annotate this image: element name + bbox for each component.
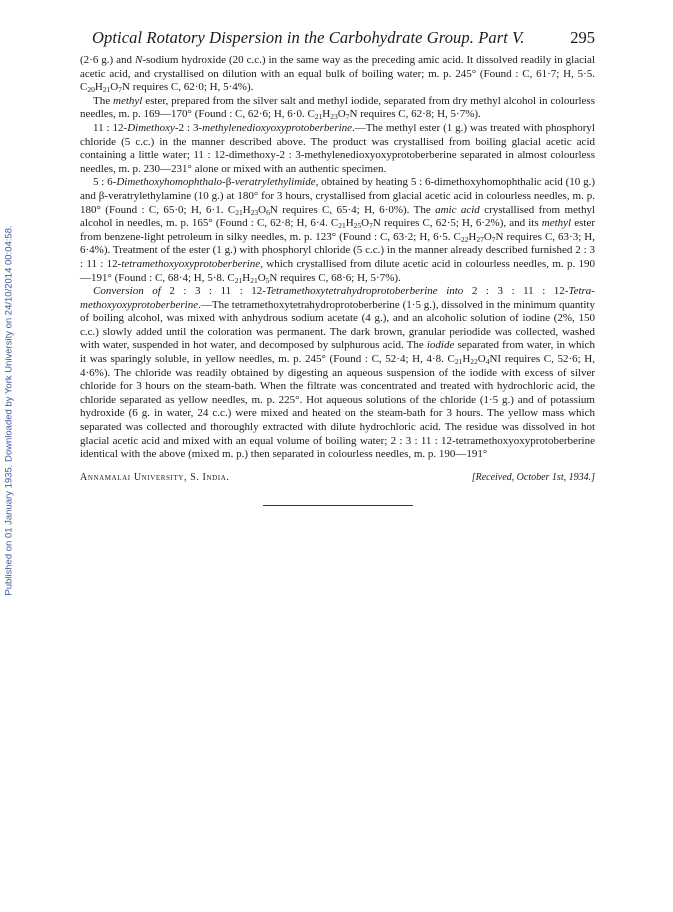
- journal-page: [80, 28, 595, 506]
- article-body: [80, 54, 595, 462]
- paragraph: 5 : 6-Dimethoxyhomophthalo-β-veratrylethylimide, obtained by heating 5 : 6-dimethoxyhomophthalic acid (10 g.) and β-veratrylethylamine (10 g.) at 180° for 3 hours, crystallised from glacial acetic acid in colourless needles, m. p. 180° (Found : C, 65·0; H, 6·1. $C_{21}H_{23}O_6N$ requires C, 65·4; H, 6·0%). The amic acid crystallised from methyl alcohol in needles, m. p. 165° (Found : C, 62·8; H, 6·4. $C_{21}H_{25}O_7N$ requires C, 62·5; H, 6·2%), and its methyl ester from benzene-light petroleum in silky needles, m. p. 123° (Found : C, 63·2; H, 6·5. $C_{22}H_{27}O_7N$ requires C, 63·3; H, 6·4%). Treatment of the ester (1 g.) with phosphoryl chloride (5 c.c.) in the manner already described furnished 2 : 3 : 11 : 12-tetramethoxyoxyprotoberberine, which crystallised from dilute acetic acid in colourless needles, m. p. 190—191° (Found : C, 68·4; H, 5·8. $C_{21}H_{21}O_5N$ requires C, 68·6; H, 5·7%).: [80, 176, 596, 285]
- paragraph: Conversion of 2 : 3 : 11 : 12-Tetramethoxytetrahydroprotoberberine into 2 : 3 : 11 : 12-Tetramethoxyoxyprotoberberine.—The tetramethoxytetrahydroprotoberberine (1·5 g.), dissolved in the minimum quantity of boiling alcohol, was mixed with anhydrous sodium acetate (4 g.), and an alcoholic solution of iodine (2%, 150 c.c.) slowly added until the coloration was permanent. The dark brown, granular periodide was collected, washed with water, suspended in hot water, and decomposed by sulphurous acid. The iodide separated from water, in which it was sparingly soluble, in yellow needles, m. p. 245° (Found : C, 52·4; H, 4·8. $C_{21}H_{22}O_4NI$ requires C, 52·6; H, 4·6%). The chloride was readily obtained by digesting an aqueous suspension of the iodide with excess of silver chloride for 3 hours on the steam-bath. When the filtrate was concentrated and treated with hydrochloric acid, the chloride separated as yellow needles, m. p. 225°. Hot aqueous solutions of the chloride (1·5 g.) and of potassium hydroxide (6 g. in water, 24 c.c.) were mixed and heated on the steam-bath for 3 hours. The yellow mass which separated was collected and thoroughly extracted with dilute hydrochloric acid. The residue was dissolved in hot glacial acetic acid and mixed with an equal volume of boiling water; 2 : 3 : 11 : 12-tetramethoxyoxyprotoberberine identical with the above (mixed m. p.) then separated in colourless needles, m. p. 190—191°: [80, 285, 595, 461]
- affiliation: Annamalai University, S. India.: [80, 471, 230, 483]
- download-watermark: [2, 150, 16, 670]
- article-footer: [80, 472, 595, 483]
- end-rule: [263, 505, 413, 506]
- paragraph: The methyl ester, prepared from the silver salt and methyl iodide, separated from dry methyl alcohol in colourless needles, m. p. 169—170° (Found : C, 62·6; H, 6·0. $C_{21}H_{23}O_7N$ requires C, 62·8; H, 5·7%).: [80, 94, 595, 122]
- received-date: [Received, October 1st, 1934.]: [471, 471, 595, 483]
- page-header: [80, 28, 595, 54]
- paragraph: 11 : 12-Dimethoxy-2 : 3-methylenedioxyoxyprotoberberine.—The methyl ester (1 g.) was treated with phosphoryl chloride (5 c.c.) in the manner described above. The product was crystallised from boiling glacial acetic acid containing a little water; 11 : 12-dimethoxy-2 : 3-methylenedioxyoxyprotoberberine separated in almost colourless needles, m. p. 230—231° alone or mixed with an authentic specimen.: [80, 121, 595, 175]
- running-title: Optical Rotatory Dispersion in the Carbohydrate Group. Part V.: [92, 28, 525, 47]
- watermark-text: Published on 01 January 1935. Downloaded by York University on 24/10/2014 00:04:58.: [3, 224, 15, 596]
- page-number: 295: [570, 28, 595, 47]
- paragraph: (2·6 g.) and N-sodium hydroxide (20 c.c.) in the same way as the preceding amic acid. It dissolved readily in glacial acetic acid, and crystallised on dilution with an equal bulk of boiling water; m. p. 245° (Found : C, 61·7; H, 5·5. $C_{20}H_{21}O_7N$ requires C, 62·0; H, 5·4%).: [80, 54, 595, 95]
